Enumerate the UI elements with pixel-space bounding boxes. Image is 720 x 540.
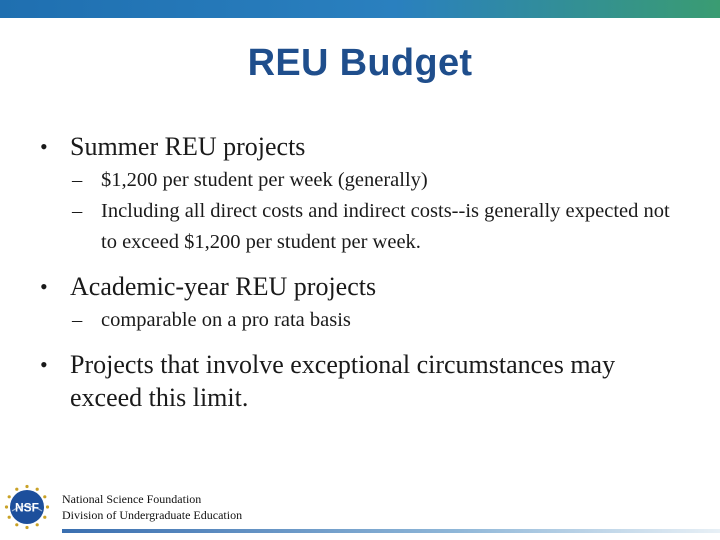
dash-glyph: – — [72, 169, 83, 191]
footer-line-1: National Science Foundation — [62, 492, 202, 506]
bullet-glyph: • — [40, 274, 48, 299]
sub-bullet-pro-rata — [40, 305, 690, 336]
dash-glyph: – — [72, 200, 83, 222]
nsf-logo-icon — [4, 484, 50, 530]
sub-bullet-text: $1,200 per student per week (generally) — [101, 169, 428, 191]
bullet-academic-year — [40, 270, 690, 303]
sub-bullet-text: Including all direct costs and indirect costs--is generally expected not to exceed $1,200 per student per week. — [101, 200, 670, 253]
sub-bullet-text: comparable on a pro rata basis — [101, 309, 351, 331]
logo-text: NSF — [15, 500, 39, 515]
bullet-summer-reu — [40, 130, 690, 163]
bullet-glyph: • — [40, 134, 48, 159]
sub-bullet-costs — [40, 196, 690, 258]
footer-organization — [62, 491, 242, 523]
dash-glyph: – — [72, 309, 83, 331]
footer-rule — [62, 529, 720, 533]
bullet-exceptional — [40, 348, 690, 414]
slide-footer — [0, 480, 720, 540]
slide-title: REU Budget — [247, 42, 473, 84]
top-accent-bar — [0, 0, 720, 18]
bullet-text: Projects that involve exceptional circumstances may exceed this limit. — [70, 350, 616, 412]
sub-bullet-rate — [40, 165, 690, 196]
slide-content — [40, 130, 690, 414]
bullet-glyph: • — [40, 352, 48, 377]
footer-line-2: Division of Undergraduate Education — [62, 508, 243, 522]
bullet-text: Summer REU projects — [70, 132, 306, 161]
bullet-text: Academic-year REU projects — [70, 272, 377, 301]
